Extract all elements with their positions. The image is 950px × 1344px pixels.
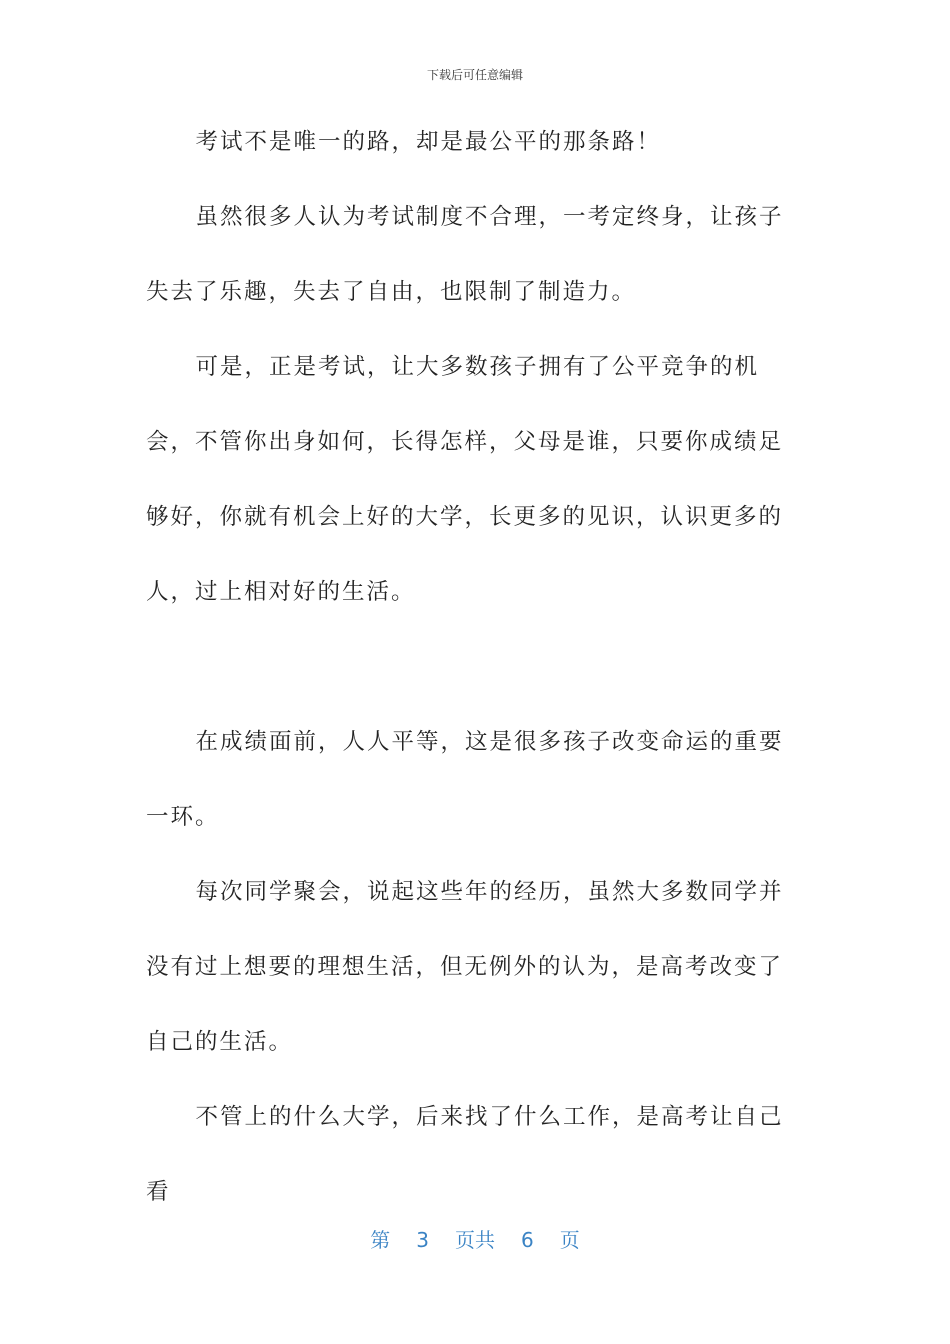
footer-middle: 页共 [455,1228,495,1252]
footer-prefix: 第 [370,1228,391,1252]
footer-suffix: 页 [559,1228,580,1252]
paragraph-5: 每次同学聚会，说起这些年的经历，虽然大多数同学并没有过上想要的理想生活，但无例外的认为，是高考改变了自己的生活。 [146,879,784,1055]
paragraph-3: 可是，正是考试，让大多数孩子拥有了公平竞争的机会，不管你出身如何，长得怎样，父母是谁，只要你成绩足够好，你就有机会上好的大学，长更多的见识，认识更多的人，过上相对好的生活。 [146,354,784,605]
paragraph-4: 在成绩面前，人人平等，这是很多孩子改变命运的重要一环。 [146,729,784,830]
paragraph-2: 虽然很多人认为考试制度不合理，一考定终身，让孩子失去了乐趣，失去了自由，也限制了制造力。 [146,204,784,305]
paragraph-gap [146,630,796,705]
header-note: 下载后可任意编辑 [426,68,523,82]
paragraph-6: 不管上的什么大学，后来找了什么工作，是高考让自己看 [146,1104,784,1205]
document-body [146,105,796,1230]
paragraph-1: 考试不是唯一的路，却是最公平的那条路！ [195,129,662,155]
footer-total-pages: 6 [521,1228,534,1252]
page-footer [0,1224,950,1253]
footer-current-page: 3 [416,1228,429,1252]
